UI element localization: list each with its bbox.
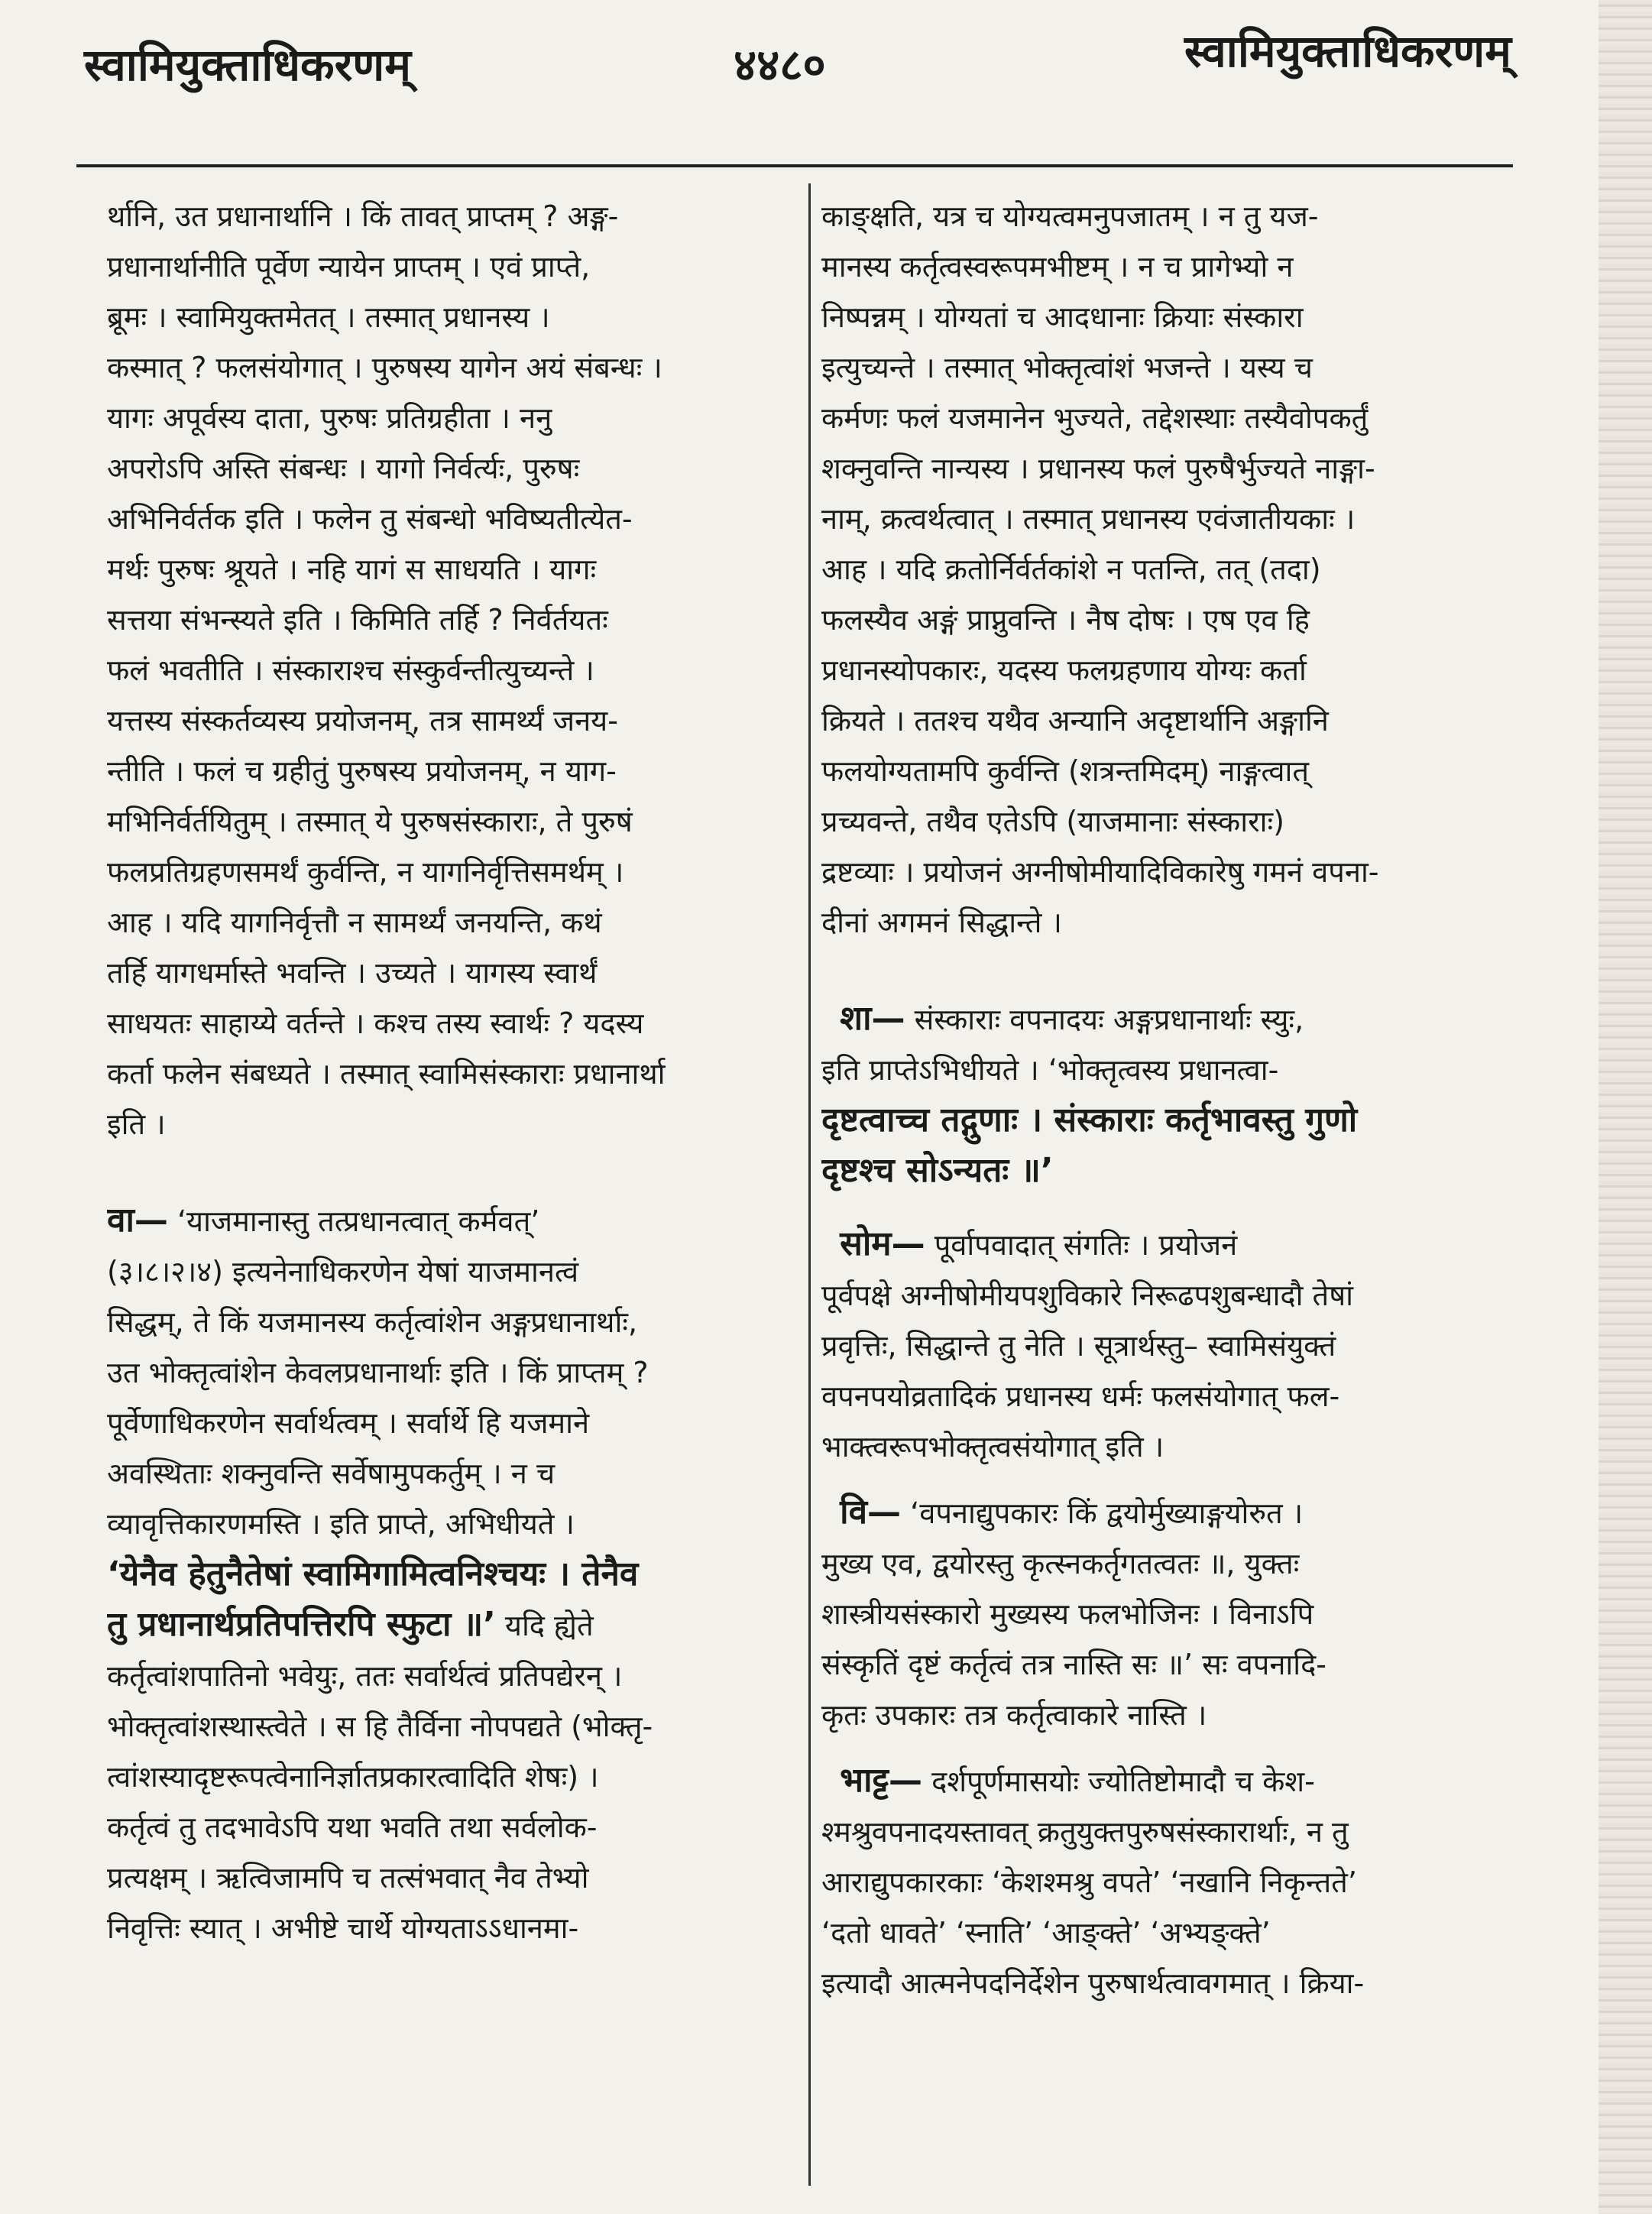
text-line: साधयतः साहाय्ये वर्तन्ते । कश्च तस्य स्वार्थः ? यदस्य [107,1007,644,1040]
text-line: व्यावृत्तिकारणमस्ति । इति प्राप्ते, अभिधीयते । [107,1507,575,1541]
vi-first-line [821,1487,1536,1538]
text-line: सत्तया संभन्स्यते इति । किमिति तर्हि ? निर्वर्तयतः [107,603,608,637]
text-line: अपरोऽपि अस्ति संबन्धः । यागो निर्वर्त्यः, पुरुषः [107,452,580,485]
text-line: सिद्धम्, ते किं यजमानस्य कर्तृत्वांशेन अङ्गप्रधानार्थाः, [107,1305,638,1339]
text-line: पूर्वपक्षे अग्नीषोमीयपशुविकारे निरूढपशुबन्धादौ तेषां [821,1279,1353,1312]
text-line: दीनां अगमनं सिद्धान्ते । [821,906,1062,939]
verse-line: दृष्टश्च सोऽन्यतः ॥’ [821,1151,1054,1190]
text-line: नाम्, क्रत्वर्थत्वात् । तस्मात् प्रधानस्य एवंजातीयकाः । [821,502,1356,536]
text-line: संस्कृतिं दृष्टं कर्तृत्वं तत्र नास्ति सः ॥’ सः वपनादि- [821,1648,1326,1681]
vi-label: वि— [840,1493,902,1532]
text-line: आह । यदि क्रतोर्निर्वर्तकांशे न पतन्ति, तत् (तदा) [821,553,1321,586]
text-line: मानस्य कर्तृत्वस्वरूपमभीष्टम् । न च प्रागेभ्यो न [821,250,1294,284]
text-line: ‘याजमानास्तु तत्प्रधानत्वात् कर्मवत्’ [177,1204,540,1238]
text-line: पूर्वापवादात् संगतिः । प्रयोजनं [934,1228,1238,1262]
sha-label: शा— [840,999,905,1038]
column-divider [808,183,811,2186]
text-line: शास्त्रीयसंस्कारो मुख्यस्य फलभोजिनः । विनाऽपि [821,1597,1314,1631]
text-line: क्रियते । ततश्च यथैव अन्यानि अदृष्टार्थानि अङ्गानि [821,704,1329,737]
text-line: त्वांशस्यादृष्टरूपत्वेनानिर्ज्ञातप्रकारत्वादिति शेषः) । [107,1760,599,1794]
text-line: कर्तृत्वांशपातिनो भवेयुः, ततः सर्वार्थत्वं प्रतिपद्येरन् । [107,1659,623,1693]
text-line: मर्थः पुरुषः श्रूयते । नहि यागं स साधयति । यागः [107,553,597,586]
text-line: र्थानि, उत प्रधानार्थानि । किं तावत् प्राप्तम् ? अङ्ग- [107,199,619,233]
text-line: भोक्तृत्वांशस्थास्त्वेते । स हि तैर्विना नोपपद्यते (भोक्तृ- [107,1710,653,1743]
scan-edge-texture [1599,0,1652,2214]
text-line: यदि ह्येते [495,1609,594,1642]
text-line: ‘दतो धावते’ ‘स्नाति’ ‘आङ्क्ते’ ‘अभ्यङ्क्ते’ [821,1916,1271,1950]
text-line: भाक्त्वरूपभोक्तृत्वसंयोगात् इति । [821,1430,1164,1464]
text-line: उत भोक्तृत्वांशेन केवलप्रधानार्थाः इति । किं प्राप्तम् ? [107,1356,649,1389]
text-line: यागः अपूर्वस्य दाता, पुरुषः प्रतिग्रहीता । ननु [107,401,552,435]
text-line: मभिनिर्वर्तयितुम् । तस्मात् ये पुरुषसंस्काराः, ते पुरुषं [107,805,633,838]
text-line: कर्मणः फलं यजमानेन भुज्यते, तद्देशस्थाः तस्यैवोपकर्तुं [821,401,1369,435]
text-line: फलस्यैव अङ्गं प्राप्नुवन्ति । नैष दोषः । एष एव हि [821,603,1310,637]
verse-line: ‘येनैव हेतुनैतेषां स्वामिगामित्वनिश्चयः । तेनैव [107,1554,639,1593]
text-line: प्रत्यक्षम् । ऋत्विजामपि च तत्संभवात् नैव तेभ्यो [107,1861,589,1895]
va-first-line [107,1195,795,1246]
text-line: फलयोग्यतामपि कुर्वन्ति (शत्रन्तमिदम्) नाङ्गत्वात् [821,754,1310,788]
verse-line: दृष्टत्वाच्च तद्गुणाः । संस्काराः कर्तृभावस्तु गुणो [821,1101,1358,1139]
text-line: द्रष्टव्याः । प्रयोजनं अग्नीषोमीयादिविकारेषु गमनं वपना- [821,855,1379,889]
text-line: निष्पन्नम् । योग्यतां च आदधानाः क्रियाः संस्कारा [821,300,1304,334]
text-line: प्रवृत्तिः, सिद्धान्ते तु नेति । सूत्रार्थस्तु– स्वामिसंयुक्तं [821,1329,1336,1363]
left-column [107,191,795,1953]
text-line: फलं भवतीति । संस्काराश्च संस्कुर्वन्तीत्युच्यन्ते । [107,653,594,687]
text-line: फलप्रतिग्रहणसमर्थं कुर्वन्ति, न यागनिर्वृत्तिसमर्थम् । [107,855,624,889]
page-number: ४४८० [734,39,826,91]
text-line: श्मश्रुवपनादयस्तावत् क्रतुयुक्तपुरुषसंस्कारार्थाः, न तु [821,1815,1349,1849]
bhatta-label: भाट्ट— [840,1761,923,1800]
text-line: प्रधानार्थानीति पूर्वेण न्यायेन प्राप्तम् । एवं प्राप्ते, [107,250,591,284]
text-line: इत्यादौ आत्मनेपदनिर्देशेन पुरुषार्थत्वावगमात् । क्रिया- [821,1966,1365,2000]
text-line: काङ्क्षति, यत्र च योग्यत्वमनुपजातम् । न तु यज- [821,199,1319,233]
text-line: यत्तस्य संस्कर्तव्यस्य प्रयोजनम्, तत्र सामर्थ्यं जनय- [107,704,618,737]
text-line: अभिनिर्वर्तक इति । फलेन तु संबन्धो भविष्यतीत्येत- [107,502,633,536]
bhatta-first-line [821,1755,1536,1807]
text-line: शक्नुवन्ति नान्यस्य । प्रधानस्य फलं पुरुषैर्भुज्यते नाङ्गा- [821,452,1375,485]
text-line: दर्शपूर्णमासयोः ज्योतिष्टोमादौ च केश- [931,1765,1315,1798]
right-column [821,191,1536,2008]
header-rule [76,164,1513,167]
text-line: अवस्थिताः शक्नुवन्ति सर्वेषामुपकर्तुम् । न च [107,1457,556,1490]
soma-label: सोम— [840,1224,925,1263]
running-title-right: स्वामियुक्ताधिकरणम् [1184,25,1511,77]
va-label: वा— [107,1201,168,1240]
sha-first-line [821,994,1536,1045]
text-line: आराद्युपकारकाः ‘केशश्मश्रु वपते’ ‘नखानि निकृन्तते’ [821,1866,1357,1899]
text-line: इति । [107,1107,166,1141]
text-line: इत्युच्यन्ते । तस्मात् भोक्तृत्वांशं भजन्ते । यस्य च [821,351,1313,384]
text-line: निवृत्तिः स्यात् । अभीष्टे चार्थे योग्यताऽऽधानमा- [107,1911,579,1945]
text-line: मुख्य एव, द्वयोरस्तु कृत्स्नकर्तृगतत्वतः ॥, युक्तः [821,1547,1300,1580]
soma-first-line [821,1219,1536,1270]
text-line: वपनपयोव्रतादिकं प्रधानस्य धर्मः फलसंयोगात् फल- [821,1379,1340,1413]
verse-line-mixed [107,1600,795,1651]
text-line: आह । यदि यागनिर्वृत्तौ न सामर्थ्यं जनयन्ति, कथं [107,906,602,939]
text-line: कर्ता फलेन संबध्यते । तस्मात् स्वामिसंस्काराः प्रधानार्था [107,1057,666,1091]
text-line: (३।८।२।४) इत्यनेनाधिकरणेन येषां याजमानत्वं [107,1255,579,1289]
text-line: कर्तृत्वं तु तदभावेऽपि यथा भवति तथा सर्वलोक- [107,1810,598,1844]
text-line: कस्मात् ? फलसंयोगात् । पुरुषस्य यागेन अयं संबन्धः । [107,351,662,384]
text-line: प्रच्यवन्ते, तथैव एतेऽपि (याजमानाः संस्काराः) [821,805,1284,838]
text-line: कृतः उपकारः तत्र कर्तृत्वाकारे नास्ति । [821,1698,1207,1732]
text-line: ब्रूमः । स्वामियुक्तमेतत् । तस्मात् प्रधानस्य । [107,300,550,334]
text-line: संस्काराः वपनादयः अङ्गप्रधानार्थाः स्युः, [914,1003,1304,1036]
text-line: तर्हि यागधर्मास्ते भवन्ति । उच्यते । यागस्य स्वार्थं [107,956,598,990]
text-line: ‘वपनाद्युपकारः किं द्वयोर्मुख्याङ्गयोरुत । [910,1496,1304,1530]
text-line: पूर्वेणाधिकरणेन सर्वार्थत्वम् । सर्वार्थे हि यजमाने [107,1406,590,1440]
text-line: न्तीति । फलं च ग्रहीतुं पुरुषस्य प्रयोजनम्, न याग- [107,754,617,788]
verse-line: तु प्रधानार्थप्रतिपत्तिरपि स्फुटा ॥’ [107,1605,496,1644]
text-line: इति प्राप्तेऽभिधीयते । ‘भोक्तृत्वस्य प्रधानत्वा- [821,1053,1279,1087]
text-line: प्रधानस्योपकारः, यदस्य फलग्रहणाय योग्यः कर्ता [821,653,1307,687]
running-title-left: स्वामियुक्ताधिकरणम् [84,39,411,91]
